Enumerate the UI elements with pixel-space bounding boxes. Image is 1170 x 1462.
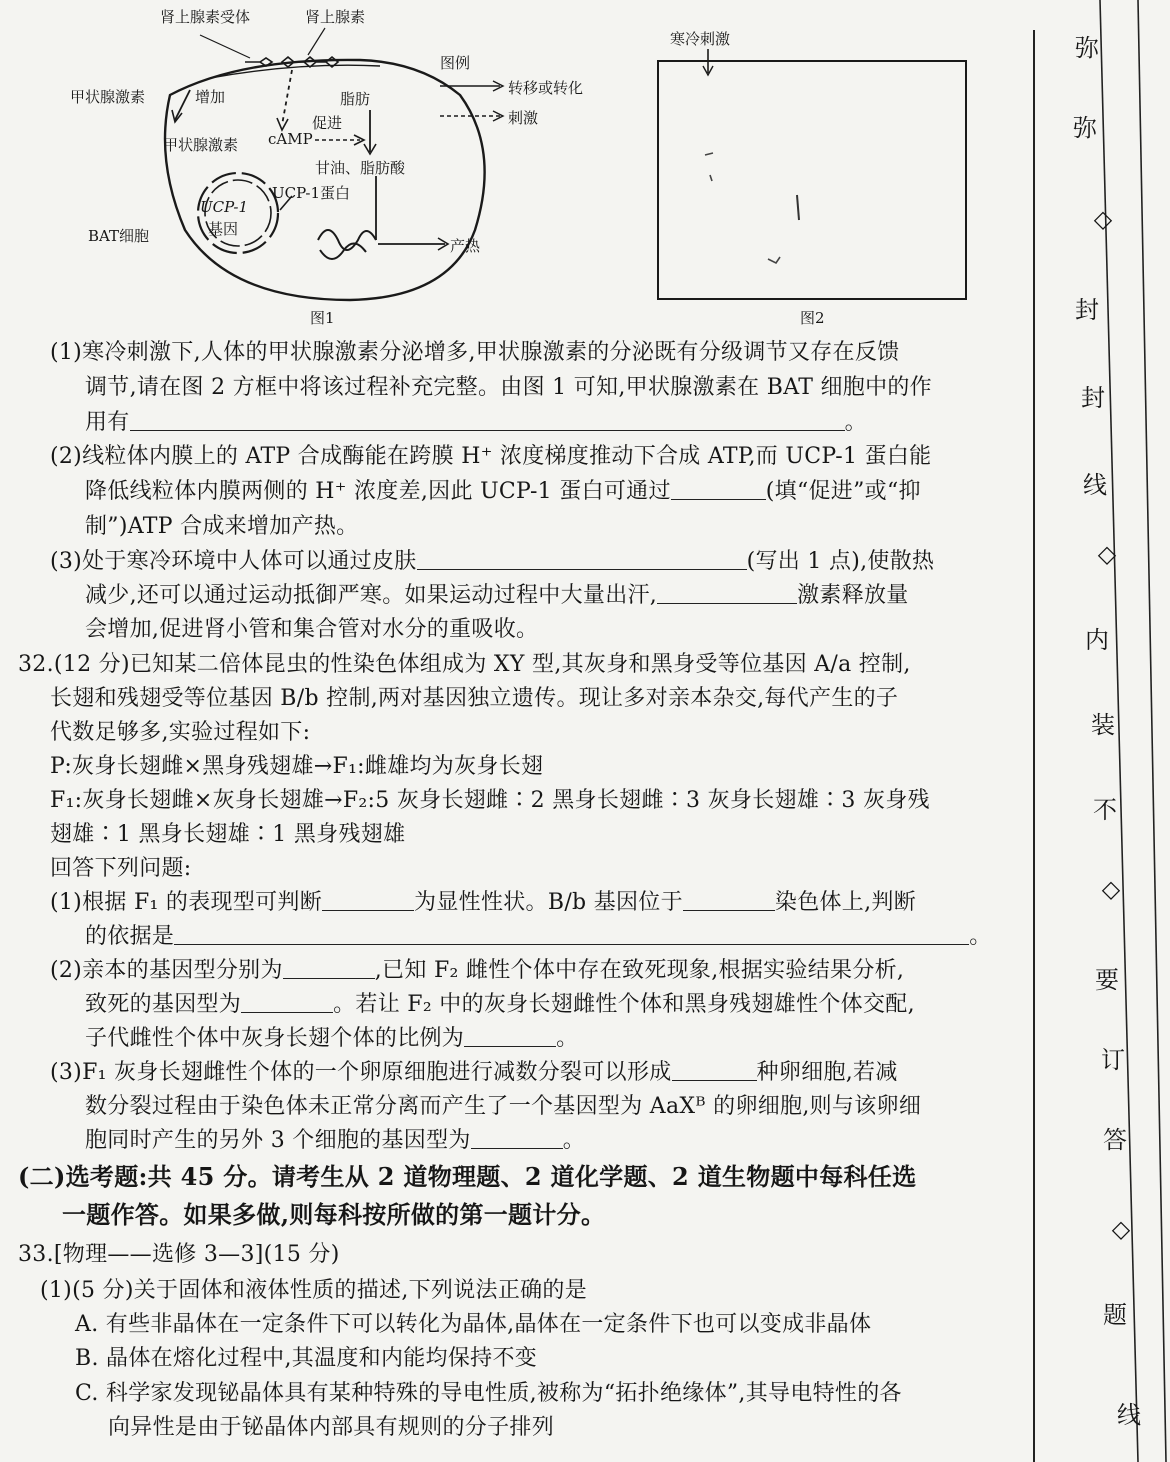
legend-transfer: 转移或转化 (508, 79, 584, 97)
binding-margin-char: ◇ (1093, 205, 1113, 233)
q32-sub3-line2: 数分裂过程由于染色体未正常分离而产生了一个基因型为 AaXᴮ 的卵细胞,则与该卵细 (85, 1094, 922, 1119)
binding-margin-char: 题 (1103, 1301, 1127, 1329)
label-promote: 促进 (312, 114, 343, 132)
binding-margin-char: 要 (1095, 966, 1119, 994)
label-cold-stimulus: 寒冷刺激 (670, 30, 731, 48)
q31-part3-line1: (3)处于寒冷环境中人体可以通过皮肤 (写出 1 点),使散热 (50, 549, 935, 574)
q33-sub1-stem: (1)(5 分)关于固体和液体性质的描述,下列说法正确的是 (40, 1278, 588, 1303)
q33-option-a[interactable]: A. 有些非晶体在一定条件下可以转化为晶体,晶体在一定条件下也可以变成非晶体 (75, 1312, 872, 1337)
q31-part1-line2: 调节,请在图 2 方框中将该过程补充完整。由图 1 可知,甲状腺激素在 BAT 细胞中的作 (85, 375, 932, 400)
q32-basis-blank[interactable] (174, 922, 969, 945)
q32-lethal-genotype-blank[interactable] (241, 990, 333, 1013)
label-thyroxine-outside: 甲状腺激素 (70, 88, 146, 106)
q32-sub3-line1: (3)F₁ 灰身长翅雌性个体的一个卵原细胞进行减数分裂可以形成 种卵细胞,若减 (50, 1060, 898, 1085)
binding-margin-char: 订 (1101, 1046, 1125, 1074)
q32-sub2-line3: 子代雌性个体中灰身长翅个体的比例为 。 (85, 1026, 579, 1051)
binding-margin-char: 弥 (1073, 114, 1097, 142)
binding-margin (1030, 0, 1170, 1462)
q32-f2-result: 翅雄∶1 黑身长翅雄∶1 黑身残翅雄 (50, 822, 406, 847)
binding-margin-char: 封 (1081, 384, 1105, 412)
binding-margin-char: 装 (1091, 711, 1115, 739)
section-2-line1: (二)选考题:共 45 分。请考生从 2 道物理题、2 道化学题、2 道生物题中每科任选 (18, 1162, 917, 1191)
binding-margin-char: 内 (1085, 626, 1109, 654)
q32-f1-cross: F₁:灰身长翅雌×灰身长翅雄→F₂:5 灰身长翅雌∶2 黑身长翅雌∶3 灰身长翅雄∶3 灰身残 (50, 788, 930, 813)
binding-margin-char: 弥 (1075, 34, 1099, 62)
legend-stimulate: 刺激 (508, 109, 539, 127)
q33-option-b[interactable]: B. 晶体在熔化过程中,其温度和内能均保持不变 (75, 1346, 538, 1371)
q32-chromosome-blank[interactable] (683, 888, 775, 911)
figure-2-box (650, 45, 980, 305)
q32-sub1-line1: (1)根据 F₁ 的表现型可判断 为显性性状。B/b 基因位于 染色体上,判断 (50, 890, 916, 915)
label-heat: 产热 (450, 237, 481, 255)
label-epinephrine-receptor: 肾上腺素受体 (160, 8, 251, 26)
q33-title: 33.[物理——选修 3—3](15 分) (18, 1242, 340, 1267)
label-thyroxine-inside: 甲状腺激素 (163, 136, 239, 154)
q32-answer-prompt: 回答下列问题: (50, 856, 192, 881)
figure-1-caption: 图1 (310, 309, 335, 327)
q31-part3-line3: 会增加,促进肾小管和集合管对水分的重吸收。 (85, 617, 539, 642)
q32-line3: 代数足够多,实验过程如下: (50, 720, 311, 745)
binding-margin-char: ◇ (1101, 875, 1121, 903)
q32-other-cells-blank[interactable] (471, 1126, 563, 1149)
binding-margin-char: 答 (1103, 1126, 1127, 1154)
label-ucp1-gene: UCP-1 (200, 198, 249, 216)
q32-sub2-line1: (2)亲本的基因型分别为 ,已知 F₂ 雌性个体中存在致死现象,根据实验结果分析, (50, 958, 905, 983)
label-increase: 增加 (195, 88, 226, 106)
q32-sub3-line3: 胞同时产生的另外 3 个细胞的基因型为 。 (85, 1128, 585, 1153)
binding-margin-char: ◇ (1097, 540, 1117, 568)
q31-part2-line3: 制”)ATP 合成来增加产热。 (85, 514, 359, 539)
q31-part3-hormone-blank[interactable] (657, 581, 797, 604)
binding-margin-char: 线 (1083, 471, 1107, 499)
label-fat: 脂肪 (340, 90, 371, 108)
label-camp: cAMP (268, 130, 313, 148)
label-gene: 基因 (208, 220, 239, 238)
label-ucp1-protein: UCP-1蛋白 (272, 184, 351, 202)
q32-dominant-trait-blank[interactable] (322, 888, 414, 911)
q33-option-c-line1[interactable]: C. 科学家发现铋晶体具有某种特殊的导电性质,被称为“拓扑绝缘体”,其导电特性的各 (75, 1381, 902, 1406)
q31-part2-line2: 降低线粒体内膜两侧的 H⁺ 浓度差,因此 UCP-1 蛋白可通过 (填“促进”或“抑 (85, 479, 921, 504)
q31-part2-line1: (2)线粒体内膜上的 ATP 合成酶能在跨膜 H⁺ 浓度梯度推动下合成 ATP,而 UCP-1 蛋白能 (50, 444, 932, 469)
binding-margin-char: 封 (1075, 296, 1099, 324)
q32-ratio-blank[interactable] (464, 1024, 556, 1047)
q32-egg-types-blank[interactable] (672, 1058, 757, 1081)
section-2-line2: 一题作答。如果多做,则每科按所做的第一题计分。 (62, 1200, 606, 1229)
q32-line2: 长翅和残翅受等位基因 B/b 控制,两对基因独立遗传。现让多对亲本杂交,每代产生的子 (50, 686, 899, 711)
figure-2-caption: 图2 (800, 309, 825, 327)
legend-title: 图例 (440, 54, 471, 72)
q31-part3-skin-blank[interactable] (417, 547, 747, 570)
binding-margin-char: 不 (1093, 796, 1117, 824)
q32-line1: 32.(12 分)已知某二倍体昆虫的性染色体组成为 XY 型,其灰身和黑身受等位基因 A/a 控制, (18, 652, 911, 677)
binding-margin-char: 线 (1117, 1401, 1141, 1429)
q31-part1-line1: (1)寒冷刺激下,人体的甲状腺激素分泌增多,甲状腺激素的分泌既有分级调节又存在反馈 (50, 340, 900, 365)
binding-margin-char: ◇ (1111, 1215, 1131, 1243)
q32-sub1-line2: 的依据是 。 (85, 924, 992, 949)
q31-part1-answer-blank[interactable] (130, 408, 845, 431)
q31-part3-line2: 减少,还可以通过运动抵御严寒。如果运动过程中大量出汗, 激素释放量 (85, 583, 909, 608)
q32-sub2-line2: 致死的基因型为 。若让 F₂ 中的灰身长翅雌性个体和黑身残翅雄性个体交配, (85, 992, 915, 1017)
label-bat-cell: BAT细胞 (88, 227, 150, 245)
q31-part1-line3: 用有 。 (85, 410, 867, 435)
q32-p-cross: P:灰身长翅雌×黑身残翅雄→F₁:雌雄均为灰身长翅 (50, 754, 544, 779)
q33-option-c-line2: 向异性是由于铋晶体内部具有规则的分子排列 (108, 1415, 555, 1440)
q31-part2-answer-blank[interactable] (671, 477, 766, 500)
label-glycerol-fatty-acid: 甘油、脂肪酸 (315, 159, 406, 177)
label-epinephrine: 肾上腺素 (305, 8, 366, 26)
q32-parent-genotype-blank[interactable] (283, 956, 375, 979)
